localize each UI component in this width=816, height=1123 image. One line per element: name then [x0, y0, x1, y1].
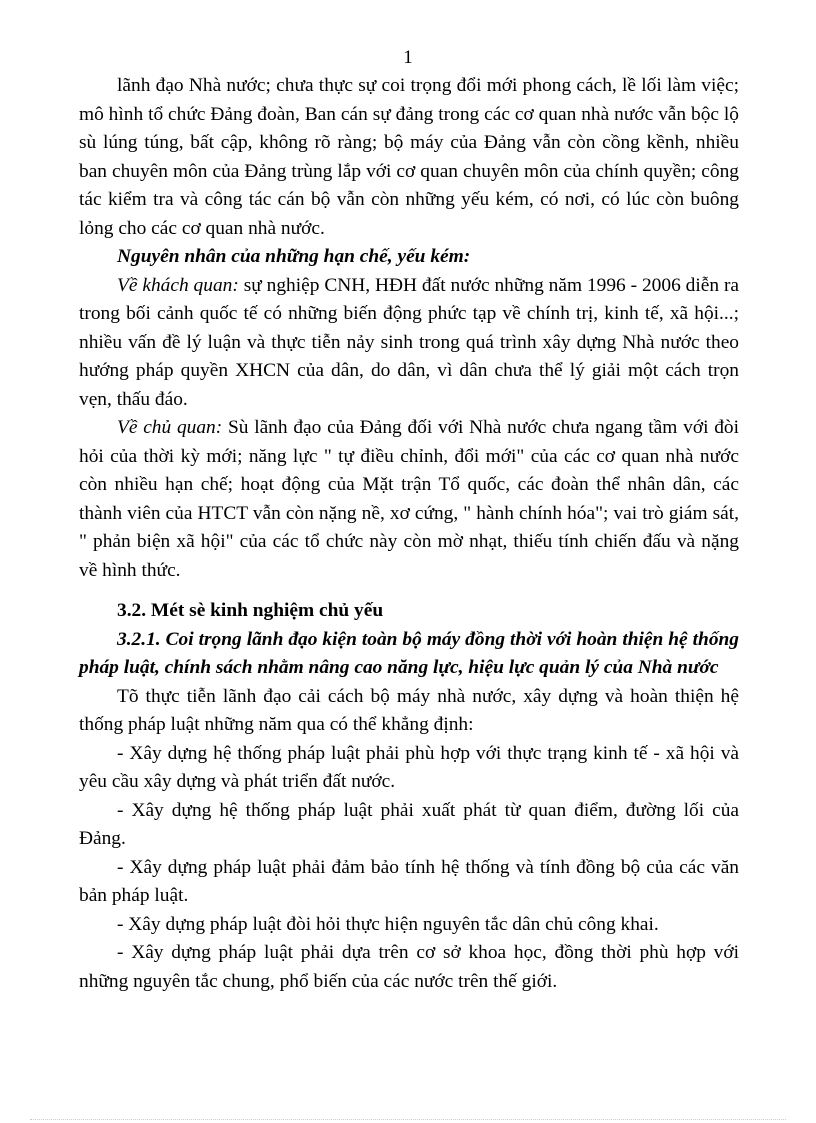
bullet-item: - Xây dựng hệ thống pháp luật phải xuất phát từ quan điểm, đường lối của Đảng. — [79, 799, 739, 849]
page-number: 1 — [403, 47, 413, 68]
objective-label: Về khách quan: — [117, 274, 239, 296]
causes-heading: Nguyên nhân của những hạn chế, yếu kém: — [117, 246, 471, 267]
document-body — [79, 72, 739, 996]
subsection-heading: 3.2.1. Coi trọng lãnh đạo kiện toàn bộ máy đồng thời với hoàn thiện hệ thống pháp luật, chính sách nhằm nâng cao năng lực, hiệu lực quản lý của Nhà nước — [79, 628, 739, 678]
bullet-item: - Xây dựng pháp luật đòi hỏi thực hiện nguyên tắc dân chủ công khai. — [117, 913, 659, 935]
intro-paragraph: Tõ thực tiễn lãnh đạo cải cách bộ máy nhà nước, xây dựng và hoàn thiện hệ thống pháp luật những năm qua có thể khẳng định: — [79, 685, 739, 735]
objective-text: sự nghiệp CNH, HĐH đất nước những năm 1996 - 2006 diễn ra trong bối cảnh quốc tế có những biến động phức tạp về chính trị, kinh tế, xã hội...; nhiều vấn đề lý luận và thực tiễn nảy sinh trong quá trình xây dựng Nhà nước theo hướng pháp quyền XHCN của dân, do dân, vì dân chưa thể lý giải một cách trọn vẹn, thấu đáo. — [79, 274, 740, 410]
paragraph-leadership-weakness: lãnh đạo Nhà nước; chưa thực sự coi trọng đổi mới phong cách, lề lối làm việc; mô hình tổ chức Đảng đoàn, Ban cán sự đảng trong các cơ quan nhà nước vẫn bộc lộ sù lúng túng, bất cập, không rõ ràng; bộ máy của Đảng vẫn còn cồng kềnh, nhiều ban chuyên môn của Đảng trùng lắp với cơ quan chuyên môn của chính quyền; công tác kiểm tra và công tác cán bộ vẫn còn những yếu kém, có nơi, có lúc còn buông lỏng cho các cơ quan nhà nước. — [79, 75, 739, 239]
page-bottom-divider — [30, 1119, 786, 1120]
bullet-item: - Xây dựng pháp luật phải đảm bảo tính hệ thống và tính đồng bộ của các văn bản pháp luật. — [79, 856, 739, 906]
paragraph-objective-causes — [79, 272, 739, 415]
subjective-text: Sù lãnh đạo của Đảng đối với Nhà nước chưa ngang tầm với đòi hỏi của thời kỳ mới; năng lực " tự điều chỉnh, đổi mới" của các cơ quan nhà nước còn nhiều hạn chế; hoạt động của Mặt trận Tổ quốc, các đoàn thể nhân dân, các thành viên của HTCT vẫn còn nặng nề, xơ cứng, " hành chính hóa"; vai trò giám sát, " phản biện xã hội" của các tổ chức này còn mờ nhạt, thiếu tính chiến đấu và nặng về hình thức. — [79, 417, 739, 581]
paragraph-subjective-causes — [79, 414, 739, 585]
subjective-label: Về chủ quan: — [117, 417, 223, 438]
section-heading: 3.2. Mét sè kinh nghiệm chủ yếu — [117, 600, 384, 621]
bullet-item: - Xây dựng pháp luật phải dựa trên cơ sở khoa học, đồng thời phù hợp với những nguyên tắc chung, phổ biến của các nước trên thế giới. — [79, 942, 739, 992]
bullet-item: - Xây dựng hệ thống pháp luật phải phù hợp với thực trạng kinh tế - xã hội và yêu cầu xây dựng và phát triển đất nước. — [79, 742, 739, 792]
